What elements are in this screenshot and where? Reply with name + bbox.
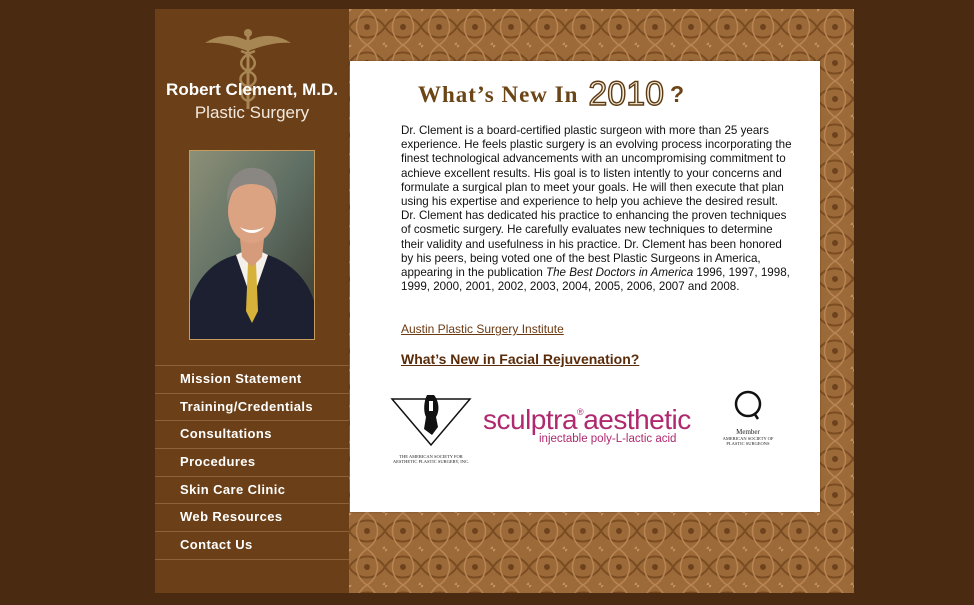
headline-question-mark: ?	[670, 81, 686, 107]
publication-title: The Best Doctors in America	[546, 266, 694, 280]
sculptra-tagline: injectable poly-L-lactic acid	[539, 433, 677, 445]
asaps-emblem-icon	[388, 387, 474, 447]
doctor-name: Robert Clement, M.D.	[166, 80, 338, 99]
sidebar	[155, 9, 349, 593]
asps-logo[interactable]	[718, 387, 778, 457]
intro-text-1: Dr. Clement is a board-certified plastic surgeon with more than 25 years experience. He feels plastic surgery is an evolving process incorporating the finest technological advancements with an uncompromising commitment to achieve excellent results. His goal is to listen intently to your concerns and formulate a surgical plan to meet your goals. He will then execute that plan using his expertise and experience to help you achieve the desired result. Dr. Clement has dedicated his practice to enhancing the proven techniques of cosmetic surgery. He carefully evaluates new techniques to determine their validity and usefulness in his practice. Dr. Clement has been honored by his peers, being voted one of the best Plastic Surgeons in America, appearing in the publication	[401, 124, 792, 280]
nav-consultations[interactable]: Consultations	[155, 420, 349, 448]
facial-rejuvenation-link[interactable]: What’s New in Facial Rejuvenation?	[401, 351, 640, 367]
sculptra-brand-text: sculptra®aesthetic	[483, 404, 691, 435]
nav-training-credentials[interactable]: Training/Credentials	[155, 393, 349, 421]
asaps-logo[interactable]	[388, 387, 474, 464]
sculptra-word: sculptra	[483, 404, 578, 435]
nav-skin-care-clinic[interactable]: Skin Care Clinic	[155, 476, 349, 504]
asps-member-label: Member	[736, 428, 760, 436]
headline-text: What’s New In	[418, 82, 579, 107]
aesthetic-word: aesthetic	[583, 404, 691, 435]
nav-contact-us[interactable]: Contact Us	[155, 531, 349, 560]
headline-year: 2010	[588, 75, 665, 113]
asaps-caption: THE AMERICAN SOCIETY FOR AESTHETIC PLASTIC SURGERY, INC.	[392, 454, 470, 464]
content-panel	[350, 61, 820, 512]
doctor-portrait	[189, 150, 315, 340]
page-headline	[418, 75, 685, 115]
nav-web-resources[interactable]: Web Resources	[155, 503, 349, 531]
sculptra-logo[interactable]	[483, 397, 703, 445]
practice-specialty: Plastic Surgery	[194, 103, 310, 122]
intro-paragraph	[401, 124, 793, 294]
asps-emblem-icon	[718, 387, 778, 423]
asps-caption: AMERICAN SOCIETY OF PLASTIC SURGEONS	[722, 436, 774, 446]
austin-institute-link[interactable]: Austin Plastic Surgery Institute	[401, 322, 564, 336]
main-navigation	[155, 365, 349, 560]
nav-procedures[interactable]: Procedures	[155, 448, 349, 476]
intro-text-2: 1996, 1997, 1998, 1999, 2000, 2001, 2002, 2003, 2004, 2005, 2006, 2007 and 2008.	[401, 266, 790, 294]
nav-mission-statement[interactable]: Mission Statement	[155, 365, 349, 393]
